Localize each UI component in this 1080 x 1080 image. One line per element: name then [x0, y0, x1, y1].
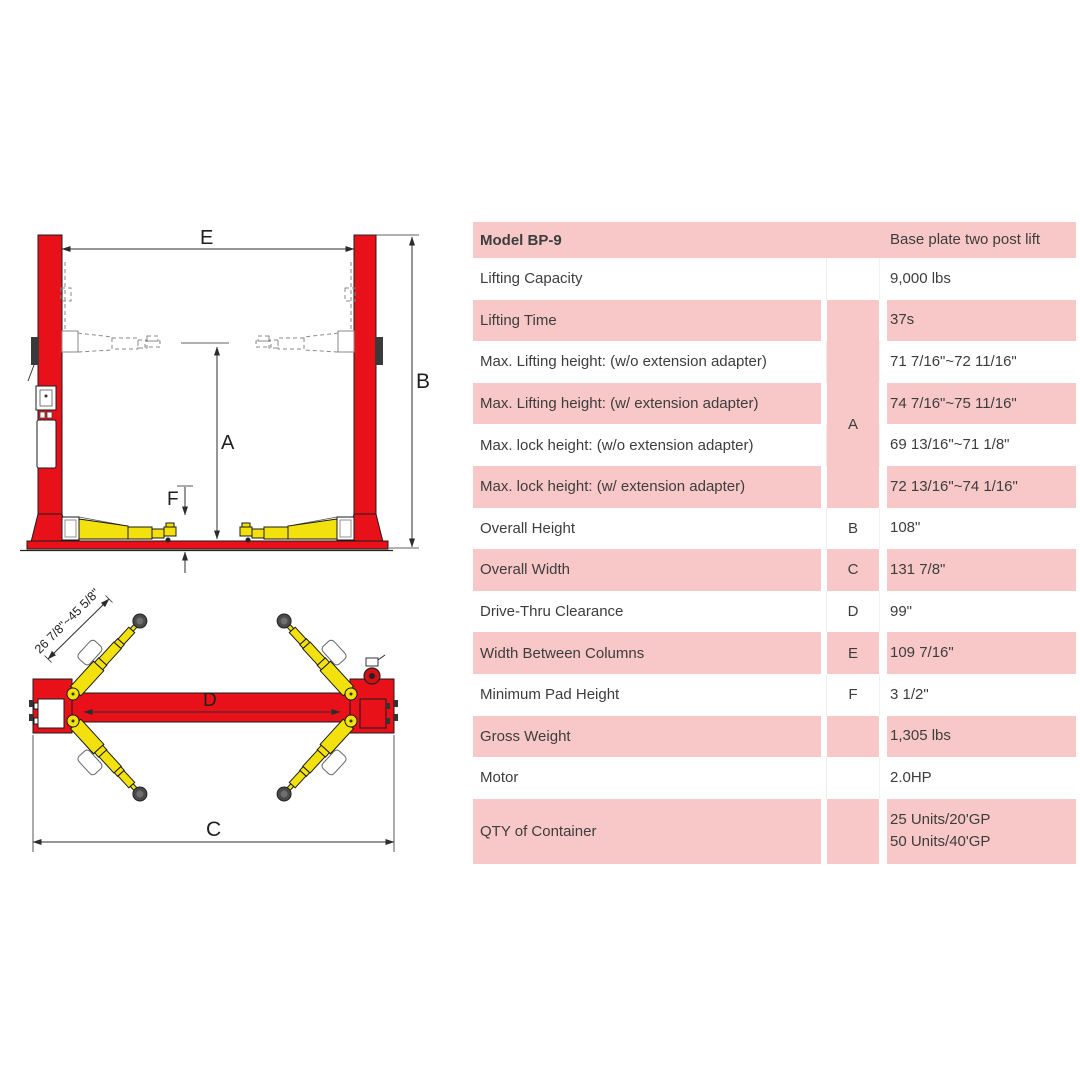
- lift-type: Base plate two post lift: [890, 231, 1041, 248]
- spec-value: 69 13/16"~71 1/8": [890, 436, 1010, 454]
- spec-label: Drive-Thru Clearance: [480, 603, 624, 621]
- swing-arm-rear-right: [274, 719, 365, 814]
- spec-label: QTY of Container: [473, 799, 821, 864]
- dim-a-label: A: [221, 432, 235, 454]
- spec-label: Lifting Time: [473, 300, 821, 342]
- table-row: [473, 466, 1076, 508]
- spec-label: Width Between Columns: [473, 632, 821, 674]
- spec-value: 131 7/8": [887, 549, 1076, 591]
- table-row: [473, 258, 1076, 300]
- spec-table: [473, 222, 1076, 864]
- spec-value: 108": [890, 519, 921, 537]
- spec-letter: B: [847, 519, 858, 537]
- spec-value: 109 7/16": [887, 632, 1076, 674]
- spec-value: 74 7/16"~75 11/16": [887, 383, 1076, 425]
- spec-label: Max. Lifting height: (w/o extension adapter): [480, 353, 767, 371]
- spec-label: Minimum Pad Height: [480, 686, 620, 704]
- plan-view: [29, 586, 398, 852]
- plan-carriage-left: [38, 699, 64, 728]
- swing-arm-rear-left: [59, 719, 150, 814]
- table-header-row: [473, 222, 1076, 258]
- spec-value: 99": [890, 602, 913, 620]
- spec-letter: D: [847, 603, 859, 621]
- arm-reach-label: 26 7/8"~45 5/8": [31, 585, 103, 657]
- table-row: [473, 674, 1076, 716]
- spec-letter: [827, 757, 879, 799]
- table-row: [473, 424, 1076, 466]
- spec-value: 2.0HP: [890, 768, 932, 786]
- spec-value: 1,305 lbs: [887, 716, 1076, 758]
- spec-label: Max. lock height: (w/ extension adapter): [473, 466, 821, 508]
- spec-label: Max. Lifting height: (w/ extension adapter): [473, 383, 821, 425]
- model-name: Model BP-9: [480, 231, 562, 249]
- table-row: [473, 591, 1076, 633]
- spec-label: Overall Width: [473, 549, 821, 591]
- spec-letter: A: [847, 415, 858, 433]
- dim-c-label: C: [206, 818, 222, 841]
- lowered-arm-right: [240, 517, 354, 543]
- table-row: [473, 632, 1076, 674]
- power-unit-box: [36, 386, 56, 468]
- spec-label: Lifting Capacity: [480, 270, 583, 288]
- front-view: [20, 227, 430, 573]
- spec-value: 72 13/16"~74 1/16": [887, 466, 1076, 508]
- table-row: [473, 799, 1076, 864]
- spec-letter: C: [827, 549, 879, 591]
- table-row: [473, 383, 1076, 425]
- spec-label: Motor: [480, 769, 519, 787]
- dim-f-label: F: [167, 489, 179, 510]
- table-row: [473, 549, 1076, 591]
- spec-letter: [827, 300, 879, 342]
- table-row: [473, 757, 1076, 799]
- spec-value: 3 1/2": [890, 685, 929, 703]
- left-column: [38, 235, 62, 525]
- spec-label: Gross Weight: [473, 716, 821, 758]
- plan-carriage-right: [360, 699, 386, 728]
- table-row: [473, 300, 1076, 342]
- base-plate: [27, 541, 388, 549]
- dim-b-label: B: [416, 370, 431, 393]
- dim-d-label: D: [203, 690, 217, 711]
- raised-arm-right: [256, 331, 354, 352]
- spec-value: 37s: [887, 300, 1076, 342]
- dim-e-label: E: [200, 227, 214, 249]
- spec-label: Overall Height: [480, 519, 576, 537]
- lift-diagram: [0, 0, 470, 1080]
- merged-dimension-a-cell: [827, 341, 879, 507]
- spec-letter: E: [827, 632, 879, 674]
- spec-value: 9,000 lbs: [890, 269, 951, 287]
- spec-value: 25 Units/20'GP 50 Units/40'GP: [887, 799, 1076, 864]
- table-row: [473, 341, 1076, 383]
- spec-value: 71 7/16"~72 11/16": [890, 352, 1017, 370]
- raised-arm-left: [62, 331, 160, 352]
- table-row: [473, 716, 1076, 758]
- spec-letter: [827, 716, 879, 758]
- table-row: [473, 508, 1076, 550]
- spec-label: Max. lock height: (w/o extension adapter): [480, 436, 754, 454]
- right-column: [354, 235, 376, 525]
- spec-letter: [827, 799, 879, 864]
- spec-letter: [827, 258, 879, 300]
- lowered-arm-left: [62, 517, 176, 543]
- spec-letter: F: [848, 686, 858, 704]
